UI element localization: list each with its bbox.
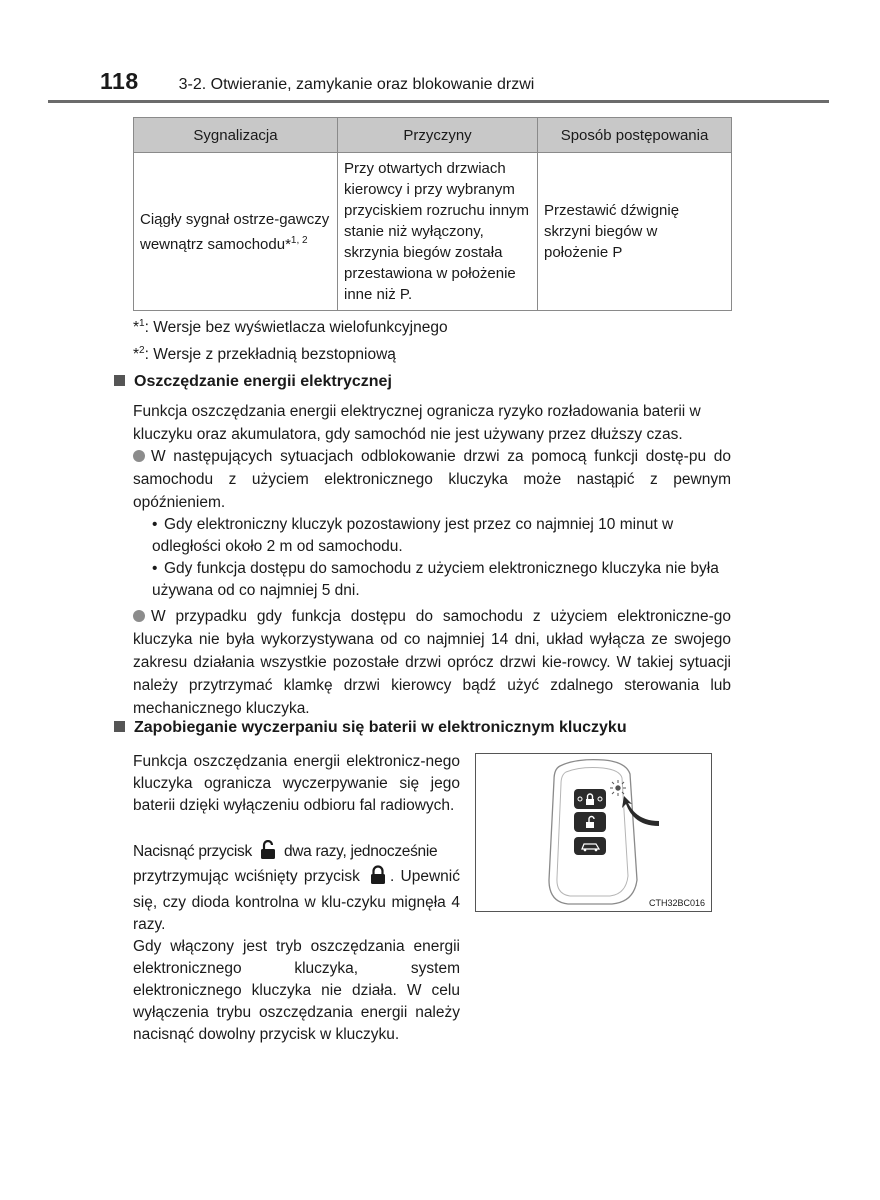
indicator-light-icon (610, 780, 626, 796)
battery-para-2-line1: Nacisnąć przycisk dwa razy, jednocześnie (133, 840, 460, 867)
battery-para-1: Funkcja oszczędzania energii elektronicz-nego kluczyka ogranicza wyczerpywanie się jego baterii dzięki wyłączeniu odbioru fal radiowych. (133, 753, 460, 814)
table-header-action: Sposób postępowania (538, 118, 732, 153)
square-bullet-icon (114, 375, 125, 386)
page-number: 118 (100, 68, 139, 94)
table-cell-signal (134, 153, 338, 311)
heading-battery-saving: Zapobieganie wyczerpaniu się baterii w elektronicznym kluczyku (114, 719, 627, 737)
smart-key-illustration (476, 754, 711, 911)
footnote-1: *$^1$: Wersje bez wyświetlacza wielofunkcyjnego (133, 318, 448, 337)
battery-para-3: Gdy włączony jest tryb oszczędzania energii elektronicznego kluczyka, system elektronicznego kluczyka nie działa. W celu wyłączenia trybu oszczędzania energii należy nacisnąć dowolny przycisk w kluczyku. (133, 938, 460, 1043)
signal-text: Ciągły sygnał ostrze-gawczy wewnątrz samochodu* (140, 210, 330, 253)
square-bullet-icon (114, 721, 125, 732)
table-cell-cause: Przy otwartych drzwiach kierowcy i przy wybranym przyciskiem rozruchu innym stanie niż wyłączony, skrzynia biegów została przestawiona w położenie inne niż P. (338, 153, 538, 311)
header-divider (48, 100, 829, 103)
heading-energy-saving: Oszczędzanie energii elektrycznej (114, 373, 392, 391)
energy-sub-bullet-1: • Gdy elektroniczny kluczyk pozostawiony jest przez co najmniej 10 minut w odległości około 2 m od samochodu. (152, 516, 674, 555)
circle-bullet-icon (133, 610, 145, 622)
table-header-row (134, 118, 732, 153)
figure-code: CTH32BC016 (648, 898, 705, 908)
table-header-signal: Sygnalizacja (134, 118, 338, 153)
page-header (100, 68, 534, 98)
warning-table (133, 117, 732, 311)
signal-footnote-ref: 1, 2 (290, 234, 308, 246)
energy-bullet-2: W przypadku gdy funkcja dostępu do samochodu z użyciem elektroniczne-go kluczyka nie była wykorzystywana od co najmniej 14 dni, układ wyłącza ze swojego zakresu działania wszystkie pozostałe drzwi oprócz drzwi kie-rowcy. W takiej sytuacji należy przytrzymać klamkę drzwi kierowcy bądź użyć zdalnego sterowania lub mechanicznego kluczyka. (133, 608, 731, 717)
table-cell-action: Przestawić dźwignię skrzyni biegów w położenie P (538, 153, 732, 311)
smart-key-figure (475, 753, 712, 912)
energy-bullet-1: W następujących sytuacjach odblokowanie drzwi za pomocą funkcji dostę-pu do samochodu z użyciem elektronicznego kluczyka może nastąpić z pewnym opóźnieniem. (133, 448, 731, 511)
section-title: 3-2. Otwieranie, zamykanie oraz blokowanie drzwi (178, 76, 535, 93)
unlock-icon (260, 840, 276, 867)
energy-sub-bullet-2: • Gdy funkcja dostępu do samochodu z użyciem elektronicznego kluczyka nie była używana od co najmniej 5 dni. (152, 560, 719, 599)
energy-intro: Funkcja oszczędzania energii elektrycznej ogranicza ryzyko rozładowania baterii w kluczyku oraz akumulatora, gdy samochód nie jest używany przez dłuższy czas. (133, 403, 701, 443)
table-row (134, 153, 732, 311)
footnote-2: *$^2$: Wersje z przekładnią bezstopniową (133, 345, 396, 364)
table-header-cause: Przyczyny (338, 118, 538, 153)
circle-bullet-icon (133, 450, 145, 462)
lock-icon (370, 865, 386, 892)
battery-para-2-rest: przytrzymując wciśnięty przycisk . Upewnić się, czy dioda kontrolna w klu-czyku mignęła 4 razy. (133, 865, 460, 936)
